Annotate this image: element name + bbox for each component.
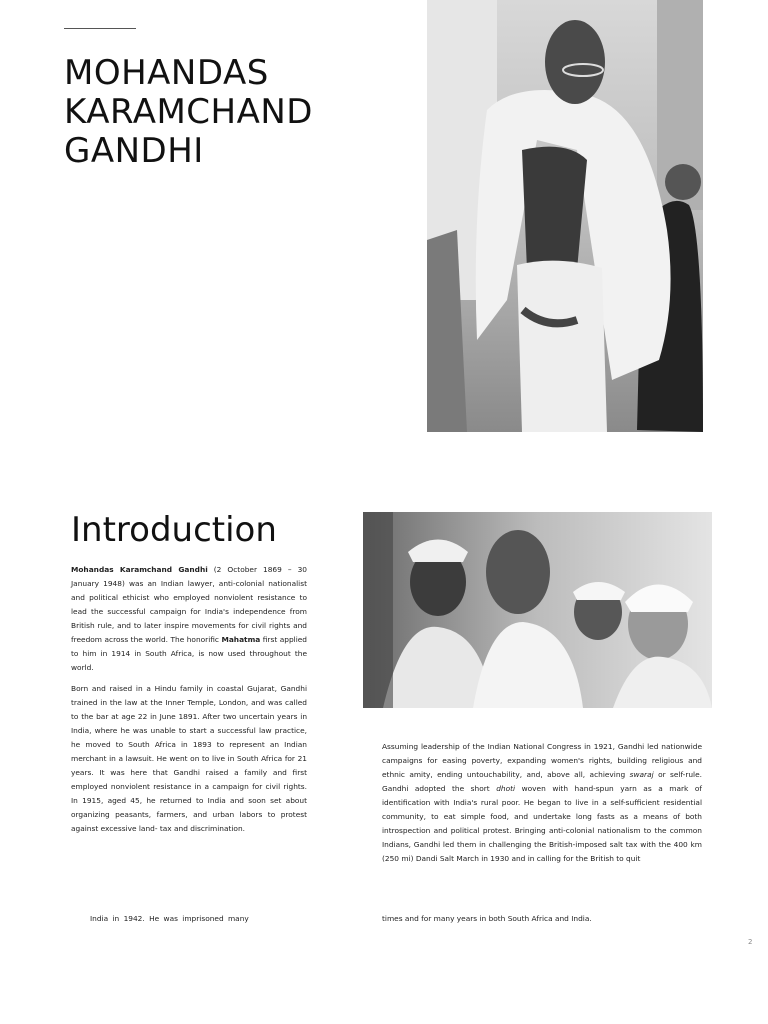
title-line-2: KARAMCHAND (64, 92, 313, 132)
page-number: 2 (748, 938, 753, 946)
decorative-rule (64, 28, 136, 29)
intro-paragraph-1-text-b: first applied to him in 1914 in South Africa, is now used throughout the world. (71, 635, 307, 672)
right-paragraph-text-a: Assuming leadership of the Indian National Congress in 1921, Gandhi led nationwide campaigns for easing poverty, expanding women's rights, building religious and ethnic amity, ending untouchability, and, above all, achieving (382, 742, 702, 779)
subject-name-bold: Mohandas Karamchand Gandhi (71, 565, 208, 574)
right-paragraph-text-c: woven with hand-spun yarn as a mark of identification with India's rural poor. He began to live in a self-sufficient residential community, to eat simple food, and undertake long fasts as a means of both introspection and political protest. Bringing anti-colonial nationalism to the common Indians, Gandhi led them in challenging the British-imposed salt tax with the 400 km (250 mi) Dandi Salt March in 1930 and in calling for the British to quit (382, 784, 702, 863)
intro-paragraph-2: Born and raised in a Hindu family in coastal Gujarat, Gandhi trained in the law at the Inner Temple, London, and was called to the bar at age 22 in June 1891. After two uncertain years in India, where he was unable to start a successful law practice, he moved to South Africa in 1893 to represent an Indian merchant in a lawsuit. He went on to live in South Africa for 21 years. It was here that Gandhi raised a family and first employed nonviolent resistance in a campaign for civil rights. In 1915, aged 45, he returned to India and soon set about organizing peasants, farmers, and urban labors to protest against excessive land- tax and discrimination. (71, 684, 307, 833)
intro-paragraph-1-text-a: (2 October 1869 – 30 January 1948) was an Indian lawyer, anti-colonial nationalist and political ethicist who employed nonviolent resistance to lead the successful campaign for India's independence from British rule, and to later inspire movements for civil rights and freedom across the world. The honorific (71, 565, 307, 644)
mahatma-bold: Mahatma (221, 635, 261, 644)
right-paragraph (382, 740, 702, 866)
title-line-1: MOHANDAS (64, 53, 269, 93)
title-line-3: GANDHI (64, 131, 204, 171)
intro-paragraph-1 (71, 563, 307, 675)
right-paragraph-text-b: or self-rule. Gandhi adopted the short (382, 770, 703, 793)
section-heading-introduction: Introduction (71, 510, 277, 550)
swaraj-italic: swaraj (629, 770, 654, 779)
gandhi-portrait-photo (427, 0, 703, 432)
dhoti-italic: dhoti (496, 784, 516, 793)
right-column-text (382, 740, 702, 866)
gandhi-group-photo (363, 512, 712, 708)
continuation-text-right: times and for many years in both South Africa and India. (382, 914, 592, 923)
intro-left-column (71, 563, 307, 843)
continuation-text-left: India in 1942. He was imprisoned many (90, 914, 249, 923)
page-title (64, 54, 313, 171)
